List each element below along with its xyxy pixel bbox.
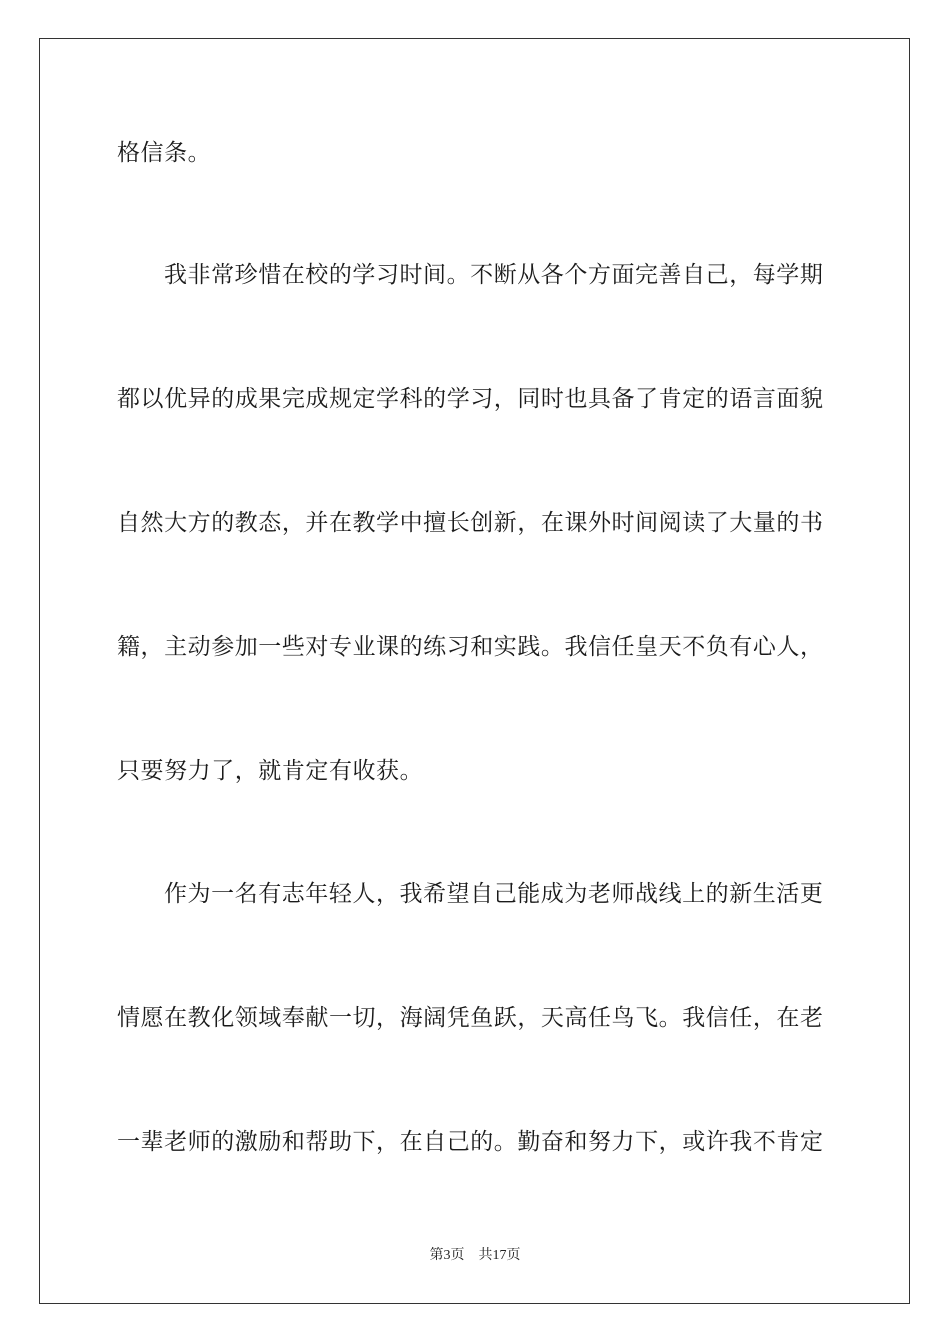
text-line: 一辈老师的激励和帮助下，在自己的。勤奋和努力下，或许我不肯定: [117, 1129, 824, 1155]
text-line: 都以优异的成果完成规定学科的学习，同时也具备了肯定的语言面貌: [117, 386, 824, 412]
page-frame: [39, 38, 910, 1304]
text-line: 自然大方的教态，并在教学中擅长创新，在课外时间阅读了大量的书: [117, 510, 824, 536]
text-line: 只要努力了，就肯定有收获。: [117, 758, 424, 784]
paragraph-start-line: 作为一名有志年轻人，我希望自己能成为老师战线上的新生活更: [164, 881, 824, 907]
paragraph-start-line: 我非常珍惜在校的学习时间。不断从各个方面完善自己，每学期: [164, 262, 824, 288]
page-number: 第3页: [429, 1248, 465, 1263]
text-line: 格信条。: [117, 140, 212, 166]
text-line: 籍，主动参加一些对专业课的练习和实践。我信任皇天不负有心人，: [117, 634, 824, 660]
page-footer: [0, 1246, 950, 1266]
page-total: 共17页: [478, 1248, 521, 1263]
text-line: 情愿在教化领域奉献一切，海阔凭鱼跃，天高任鸟飞。我信任，在老: [117, 1005, 824, 1031]
